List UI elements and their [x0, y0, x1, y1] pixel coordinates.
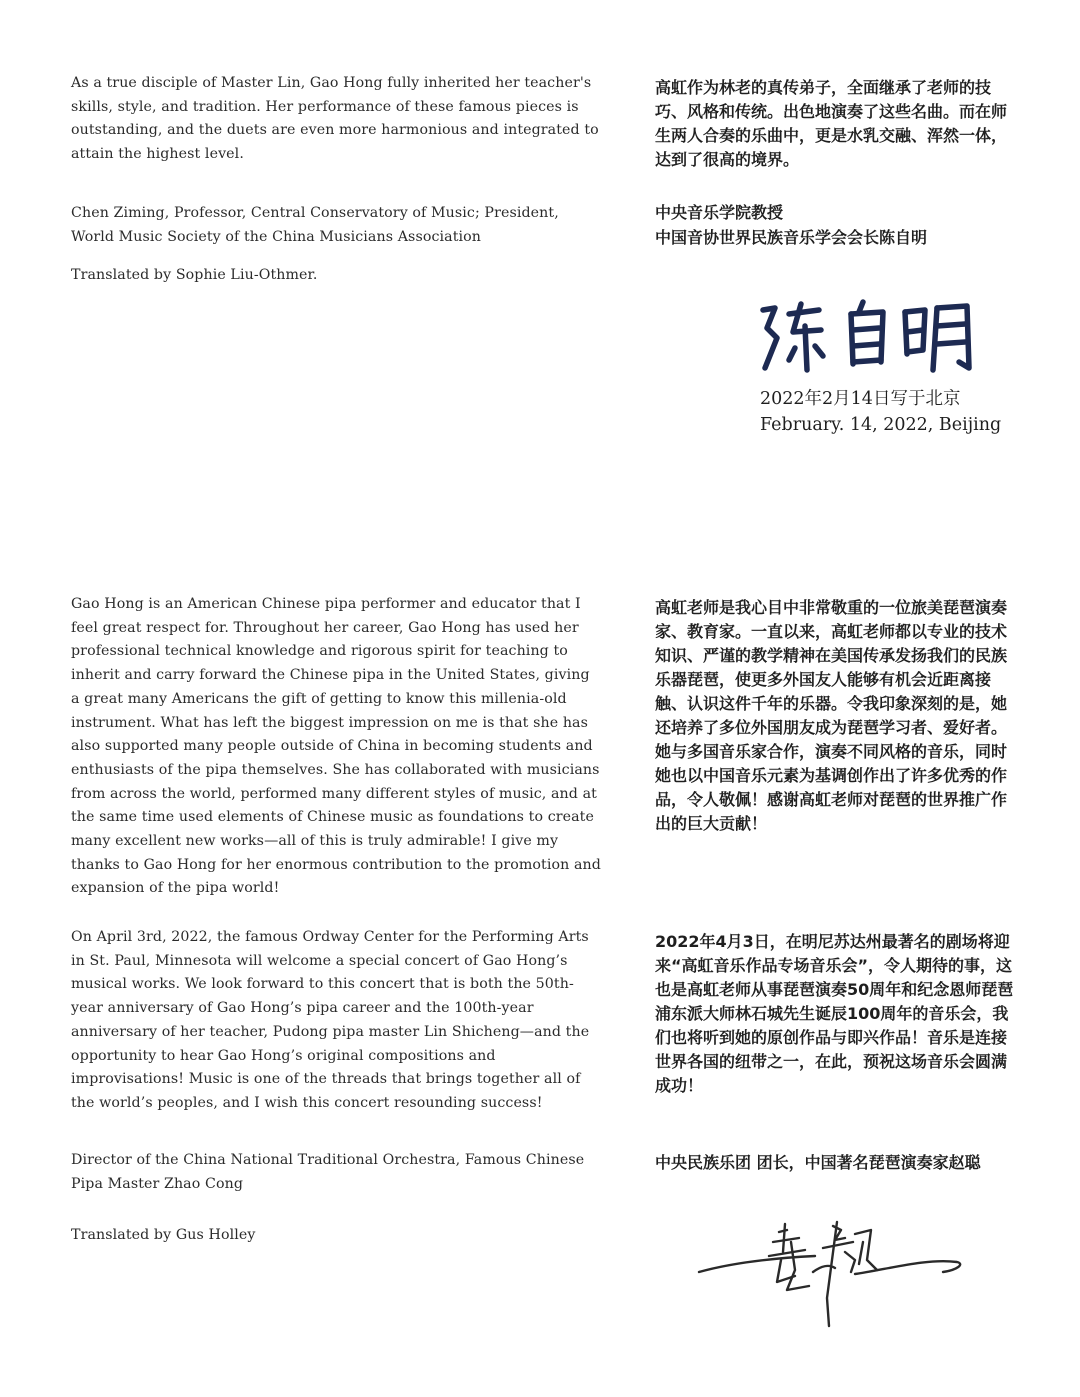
letter1-date-chinese: 2022年2月14日写于北京 — [760, 389, 961, 409]
letter1-english-attribution: Chen Ziming, Professor, Central Conservatory of Music; President, World Music Society of the China Musicians Association — [71, 205, 559, 245]
signature-zhao-cong — [695, 1212, 970, 1337]
letter1-chinese-attribution-line1: 中央音乐学院教授 — [655, 203, 784, 222]
letter2-translator: Translated by Gus Holley — [71, 1227, 256, 1243]
signature-chen-ziming — [755, 298, 985, 378]
letter1-chinese-paragraph: 高虹作为林老的真传弟子，全面继承了老师的技巧、风格和传统。出色地演奏了这些名曲。而在师生两人合奏的乐曲中，更是水乳交融、浑然一体，达到了很高的境界。 — [655, 78, 1008, 169]
letter2-chinese-paragraph-2: 2022年4月3日，在明尼苏达州最著名的剧场将迎来“高虹音乐作品专场音乐会”，令人期待的事，这也是高虹老师从事琵琶演奏50周年和纪念恩师琵琶浦东派大师林石城先生诞辰100周年的音乐会，我们也将听到她的原创作品与即兴作品！音乐是连接世界各国的纽带之一，在此，预祝这场音乐会圆满成功！ — [655, 932, 1014, 1095]
letter2-english-paragraph-2: On April 3rd, 2022, the famous Ordway Center for the Performing Arts in St. Paul, Minnesota will welcome a special concert of Gao Hong’s musical works. We look forward to this concert that is both the 50th-year anniversary of Gao Hong’s pipa career and the 100th-year anniversary of her teacher, Pudong pipa master Lin Shicheng—and the opportunity to hear Gao Hong’s original compositions and improvisations! Music is one of the threads that brings together all of the world’s peoples, and I wish this concert resounding success! — [71, 929, 590, 1111]
letter1-date-english: February. 14, 2022, Beijing — [760, 415, 1002, 435]
letter2-chinese-paragraph-1: 高虹老师是我心目中非常敬重的一位旅美琵琶演奏家、教育家。一直以来，高虹老师都以专业的技术知识、严谨的教学精神在美国传承发扬我们的民族乐器琵琶，使更多外国友人能够有机会近距离接触、认识这件千年的乐器。令我印象深刻的是，她还培养了多位外国朋友成为琵琶学习者、爱好者。她与多国音乐家合作，演奏不同风格的音乐，同时她也以中国音乐元素为基调创作出了许多优秀的作品，令人敬佩！感谢高虹老师对琵琶的世界推广作出的巨大贡献！ — [655, 598, 1008, 833]
letter1-translator: Translated by Sophie Liu-Othmer. — [71, 267, 318, 283]
letter1-english-paragraph: As a true disciple of Master Lin, Gao Hong fully inherited her teacher's skills, style, and tradition. Her performance of these famous pieces is outstanding, and the duets are even more harmonious and integrated to attain the highest level. — [71, 75, 599, 163]
letter2-chinese-attribution: 中央民族乐团 团长，中国著名琵琶演奏家赵聪 — [655, 1153, 981, 1172]
letter1-chinese-attribution-line2: 中国音协世界民族音乐学会会长陈自明 — [655, 228, 928, 247]
letter2-english-attribution: Director of the China National Traditional Orchestra, Famous Chinese Pipa Master Zhao Cong — [71, 1152, 585, 1192]
letter2-english-paragraph-1: Gao Hong is an American Chinese pipa performer and educator that I feel great respect for. Throughout her career, Gao Hong has used her professional technical knowledge and rigorous spirit for teaching to inherit and carry forward the Chinese pipa in the United States, giving a great many Americans the gift of getting to know this millenia-old instrument. What has left the biggest impression on me is that she has also supported many people outside of China in becoming students and enthusiasts of the pipa themselves. She has collaborated with musicians from across the world, performed many different styles of music, and at the same time used elements of Chinese music as foundations to create many excellent new works—all of this is truly admirable! I give my thanks to Gao Hong for her enormous contribution to the promotion and expansion of the pipa world! — [71, 596, 601, 897]
